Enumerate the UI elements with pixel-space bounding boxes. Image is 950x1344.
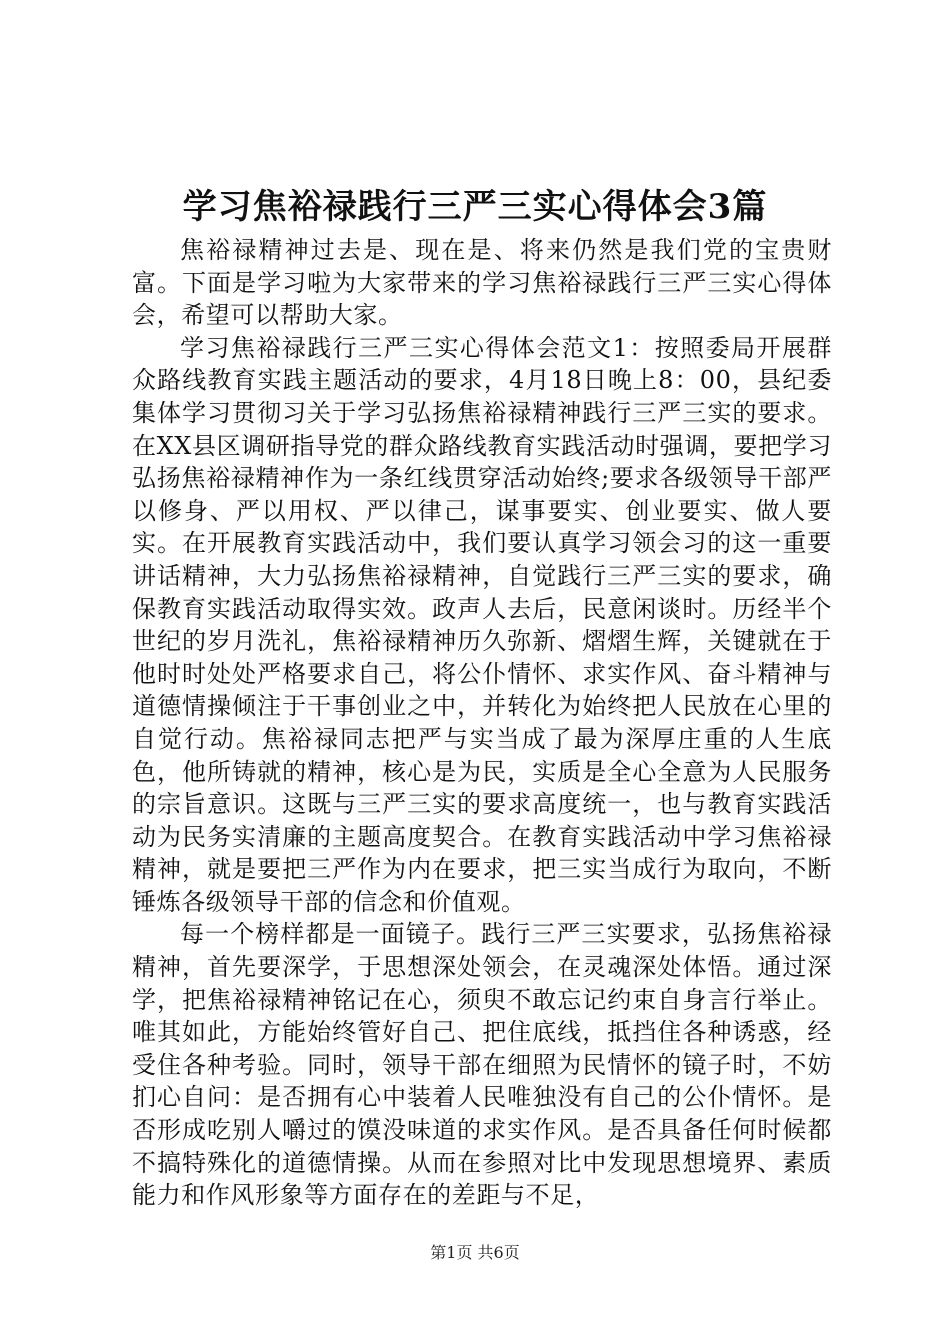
paragraph-sample-1: 学习焦裕禄践行三严三实心得体会范文1：按照委局开展群众路线教育实践主题活动的要求，4月18日晚上8：00，县纪委集体学习贯彻习关于学习弘扬焦裕禄精神践行三严三实的要求。在XX县区调研指导党的群众路线教育实践活动时强调，要把学习弘扬焦裕禄精神作为一条红线贯穿活动始终;要求各级领导干部严以修身、严以用权、严以律己，谋事要实、创业要实、做人要实。在开展教育实践活动中，我们要认真学习领会习的这一重要讲话精神，大力弘扬焦裕禄精神，自觉践行三严三实的要求，确保教育实践活动取得实效。政声人去后，民意闲谈时。历经半个世纪的岁月洗礼，焦裕禄精神历久弥新、熠熠生辉，关键就在于他时时处处严格要求自己，将公仆情怀、求实作风、奋斗精神与道德情操倾注于干事创业之中，并转化为始终把人民放在心里的自觉行动。焦裕禄同志把严与实当成了最为深厚庄重的人生底色，他所铸就的精神，核心是为民，实质是全心全意为人民服务的宗旨意识。这既与三严三实的要求高度统一，也与教育实践活动为民务实清廉的主题高度契合。在教育实践活动中学习焦裕禄精神，就是要把三严作为内在要求，把三实当成行为取向，不断锤炼各级领导干部的信念和价值观。 [132, 333, 832, 916]
document-title: 学习焦裕禄践行三严三实心得体会3篇 [182, 187, 768, 227]
page-footer: 第1页 共6页 [430, 1243, 520, 1262]
paragraph-intro: 焦裕禄精神过去是、现在是、将来仍然是我们党的宝贵财富。下面是学习啦为大家带来的学习焦裕禄践行三严三实心得体会，希望可以帮助大家。 [132, 236, 832, 330]
document-body [132, 234, 832, 1212]
paragraph-role-model: 每一个榜样都是一面镜子。践行三严三实要求，弘扬焦裕禄精神，首先要深学，于思想深处领会，在灵魂深处体悟。通过深学，把焦裕禄精神铭记在心，须臾不敢忘记约束自身言行举止。唯其如此，方能始终管好自己、把住底线，抵挡住各种诱惑，经受住各种考验。同时，领导干部在细照为民情怀的镜子时，不妨扪心自问：是否拥有心中装着人民唯独没有自己的公仆情怀。是否形成吃别人嚼过的馍没味道的求实作风。是否具备任何时候都不搞特殊化的道德情操。从而在参照对比中发现思想境界、素质能力和作风形象等方面存在的差距与不足， [132, 920, 832, 1210]
